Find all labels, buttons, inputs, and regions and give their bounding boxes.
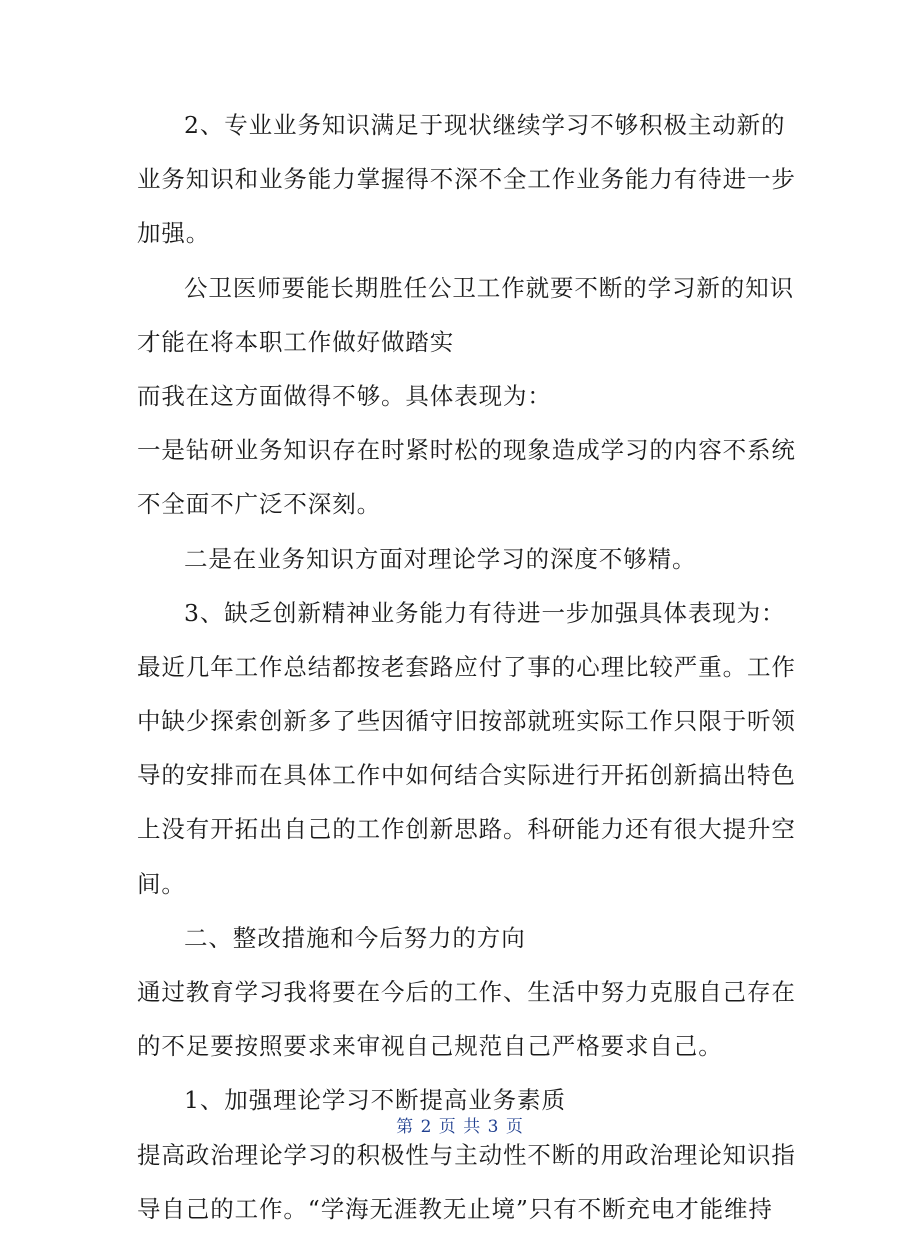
body-line: 提高政治理论学习的积极性与主动性不断的用政治理论知识指 [137, 1140, 796, 1169]
body-line: 二是在业务知识方面对理论学习的深度不够精。 [184, 544, 697, 573]
body-line: 间。 [137, 869, 186, 898]
section-heading: 二、整改措施和今后努力的方向 [184, 923, 526, 952]
body-line: 不全面不广泛不深刻。 [137, 490, 381, 519]
body-line: 最近几年工作总结都按老套路应付了事的心理比较严重。工作 [137, 652, 796, 681]
body-line: 2、专业业务知识满足于现状继续学习不够积极主动新的 [184, 111, 786, 139]
page-number-footer: 第 2 页 共 3 页 [396, 1117, 524, 1137]
document-body [137, 105, 796, 1243]
body-line: 导的安排而在具体工作中如何结合实际进行开拓创新搞出特色 [137, 761, 796, 790]
body-line: 公卫医师要能长期胜任公卫工作就要不断的学习新的知识 [184, 273, 794, 302]
body-line: 业务知识和业务能力掌握得不深不全工作业务能力有待进一步 [137, 165, 796, 194]
body-line: 加强。 [137, 219, 211, 248]
body-line: 的不足要按照要求来审视自己规范自己严格要求自己。 [137, 1032, 723, 1061]
section-heading: 1、加强理论学习不断提高业务素质 [184, 1086, 566, 1115]
body-line: 通过教育学习我将要在今后的工作、生活中努力克服自己存在 [137, 978, 796, 1006]
body-line: 一是钻研业务知识存在时紧时松的现象造成学习的内容不系统 [137, 436, 796, 465]
section-heading: 3、缺乏创新精神业务能力有待进一步加强具体表现为： [184, 598, 786, 627]
body-line: 导自己的工作。“学海无涯教无止境”只有不断充电才能维持 [137, 1194, 773, 1223]
body-line: 中缺少探索创新多了些因循守旧按部就班实际工作只限于听领 [137, 707, 796, 736]
body-line: 上没有开拓出自己的工作创新思路。科研能力还有很大提升空 [137, 815, 796, 844]
body-line: 才能在将本职工作做好做踏实 [137, 327, 455, 356]
body-line: 而我在这方面做得不够。具体表现为： [137, 381, 552, 410]
